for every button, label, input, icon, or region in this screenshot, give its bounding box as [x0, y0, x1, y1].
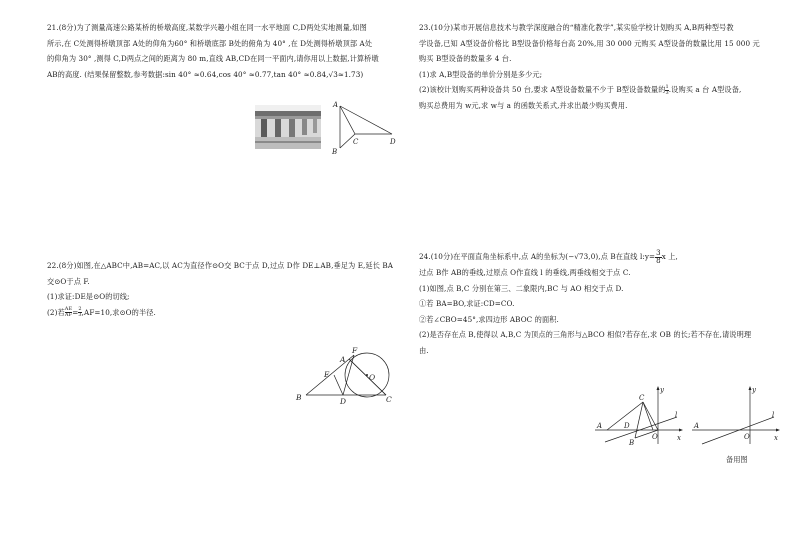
q24-fig2-label-A: A	[694, 422, 700, 430]
q22-figure	[294, 345, 404, 407]
q24-fig1-label-A: A	[597, 422, 603, 430]
q23-line-4: (1)求 A,B型设备的单价分别是多少元;	[419, 69, 543, 79]
q24-line-1: 24.(10分)在平面直角坐标系中,点 A的坐标为(−√73,0),点 B在直线 l:y= $\frac{3}{8}$ x 上,	[419, 248, 678, 265]
q23-line-6: 购买总费用为 w元,求 w与 a 的函数关系式,并求出最少购买费用.	[419, 100, 628, 110]
q21-label-C: C	[353, 138, 359, 146]
q23-fraction-one-third: $\frac{1}{3}$	[665, 83, 669, 96]
q24-fig2-label-O: O	[744, 433, 750, 441]
q24-line-4: ①若 BA=BO,求证:CD=CO.	[419, 299, 515, 308]
q22-line-1: 22.(8分)如图,在△ABC中,AB=AC,以 AC为直径作⊙O交 BC于点 D,过点 D作 DE⊥AB,垂足为 E,延长 BA	[47, 261, 394, 270]
q22-line-2: 交⊙O于点 F.	[47, 276, 90, 286]
q24-fig2-label-y: y	[752, 386, 756, 394]
q22-fraction-ae-af: $\frac{AE}{AF}$	[64, 306, 73, 318]
q21-label-D: D	[390, 138, 396, 146]
q24-fig1-label-D: D	[624, 422, 630, 430]
q23-line-5: (2)该校计划购买两种设备共 50 台,要求 A型设备数量不少于 B型设备数量的 $\frac{1}{3}$ .设购买 a 台 A型设备,	[419, 83, 742, 96]
q22-label-O: O	[369, 373, 376, 382]
q22-line-3: (1)求证:DE是⊙O的切线;	[47, 292, 130, 301]
q24-figure-main	[593, 382, 688, 446]
q21-line-4: AB的高度. (结果保留整数,参考数据:sin 40° ≈0.64,cos 40° ≈0.77,tan 40° ≈0.84,√3≈1.73)	[47, 69, 364, 79]
q24-fig2-label-x: x	[774, 434, 778, 442]
q21-figure	[326, 98, 406, 158]
q21-line-3: 的仰角为 30° ,测得 C,D两点之间的距离为 80 m,直线 AB,CD在同一平面内,请你用以上数据,计算桥墩	[47, 54, 379, 63]
bridge-photo	[255, 105, 321, 149]
q24-fig1-label-C: C	[639, 394, 645, 402]
q24-fig2-label-l: l	[772, 411, 775, 419]
q24-spare-caption: 备用图	[726, 455, 748, 464]
q22-label-D: D	[340, 397, 347, 406]
q24-fraction-slope: $\frac{3}{8}$	[656, 248, 661, 265]
q24-line-2: 过点 B作 AB的垂线,过原点 O作直线 l 的垂线,两垂线相交于点 C.	[419, 268, 631, 277]
q22-label-A: A	[340, 355, 346, 364]
q24-fig1-label-l: l	[675, 411, 678, 419]
question-24	[419, 248, 779, 358]
q23-line-3: 购买 B型设备的数量多 4 台.	[419, 54, 512, 63]
question-22	[47, 258, 397, 320]
q22-label-C: C	[386, 395, 392, 404]
q22-label-E: E	[324, 370, 330, 379]
q24-line-6: (2)是否存在点 B,使得以 A,B,C 为顶点的三角形与△BCO 相似?若存在,求 OB 的长;若不存在,请说明理	[419, 330, 752, 339]
q22-fraction-value: $\frac{2}{3}$	[78, 306, 82, 318]
q24-line-3: (1)如图,点 B,C 分别在第三、二象限内,BC 与 AO 相交于点 D.	[419, 283, 624, 293]
q24-fig1-label-O: O	[652, 433, 658, 441]
q21-label-B: B	[332, 148, 338, 156]
q23-line-2: 学设备,已知 A型设备价格比 B型设备价格每台高 20%,用 30 000 元购买 A型设备的数量比用 15 000 元	[419, 38, 760, 48]
question-21	[47, 20, 397, 82]
q21-label-A: A	[333, 101, 339, 109]
q21-line-1: 21.(8分)为了测量高速公路某桥的桥墩高度,某数学兴趣小组在同一水平地面 C,D两处实地测量,如图	[47, 23, 367, 32]
q22-line-4: (2)若 $\frac{AE}{AF}$ = $\frac{2}{3}$ ,AF=10,求⊙O的半径.	[47, 306, 156, 318]
q24-line-7: 由.	[419, 345, 429, 355]
q22-label-F: F	[352, 346, 358, 355]
q21-line-2: 所示,在 C处测得桥墩顶部 A处的仰角为60° 和桥墩底部 B处的俯角为 40° ,在 D处测得桥墩顶部 A处	[47, 38, 373, 48]
q24-fig1-label-B: B	[629, 439, 635, 446]
q22-label-B: B	[296, 393, 302, 402]
q24-figure-spare	[690, 382, 785, 446]
q24-fig1-label-y: y	[660, 386, 664, 394]
q23-line-1: 23.(10分)某市开展信息技术与教学深度融合的“精准化教学”,某实验学校计划购买 A,B两种型号教	[419, 23, 734, 32]
question-23	[419, 20, 779, 113]
q24-line-5: ②若∠CBO=45°,求四边形 ABOC 的面积.	[419, 314, 559, 324]
q24-fig1-label-x: x	[677, 434, 681, 442]
